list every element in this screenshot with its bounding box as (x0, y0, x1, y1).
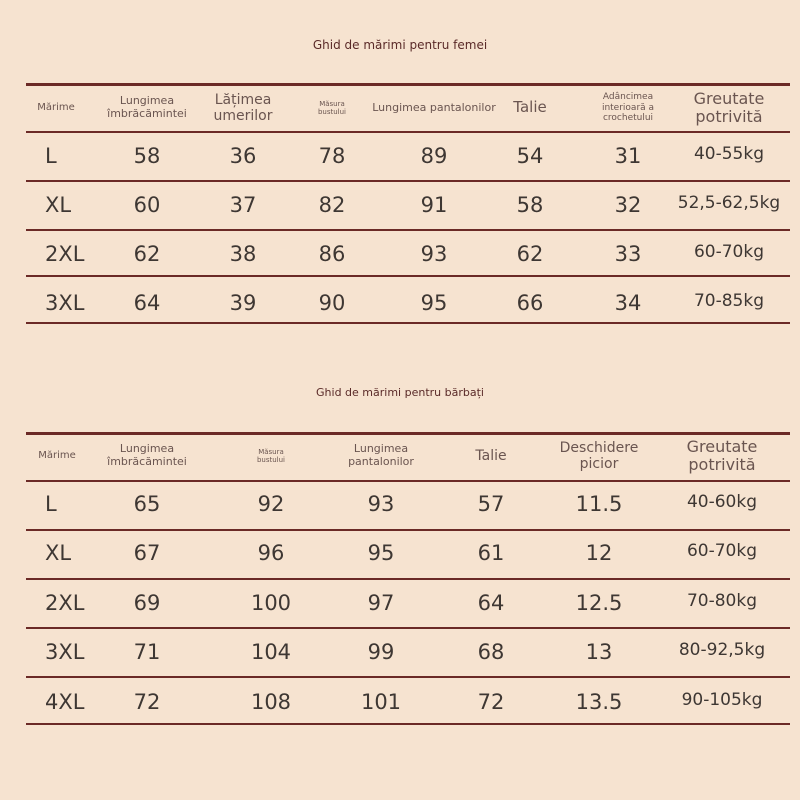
men-cell-r4-c5: 13.5 (575, 690, 623, 714)
women-header-1: Lungimea îmbrăcămintei (107, 94, 187, 120)
men-cell-r2-c0: 2XL (45, 591, 85, 615)
men-cell-r4-c1: 72 (133, 690, 161, 714)
women-cell-r3-c1: 64 (133, 291, 161, 315)
women-cell-r0-c3: 78 (318, 144, 346, 168)
women-cell-r2-c0: 2XL (45, 242, 85, 266)
men-header-1: Lungimea îmbrăcămintei (107, 442, 187, 468)
women-header-0: Mărime (37, 102, 75, 114)
women-cell-r3-c0: 3XL (45, 291, 85, 315)
women-cell-r3-c7: 70-85kg (693, 291, 765, 311)
men-header-6: Greutate potrivită (686, 436, 758, 474)
men-cell-r2-c6: 70-80kg (686, 591, 758, 611)
men-cell-r3-c2: 104 (250, 640, 292, 664)
men-header-4: Talie (475, 447, 507, 464)
women-cell-r2-c4: 93 (420, 242, 448, 266)
men-cell-r0-c6: 40-60kg (686, 492, 758, 512)
women-cell-r0-c5: 54 (516, 144, 544, 168)
men-header-2: Măsura bustului (256, 447, 286, 464)
men-cell-r3-c5: 13 (585, 640, 613, 664)
men-cell-r4-c6: 90-105kg (681, 690, 763, 710)
men-cell-r3-c4: 68 (477, 640, 505, 664)
women-table-top-rule (26, 83, 790, 86)
men-header-rule (26, 480, 790, 482)
men-cell-r4-c2: 108 (250, 690, 292, 714)
men-table-bottom-rule (26, 723, 790, 725)
women-header-rule (26, 131, 790, 133)
women-header-5: Talie (513, 98, 547, 117)
women-header-6: Adâncimea interioară a crochetului (601, 92, 655, 124)
women-cell-r3-c4: 95 (420, 291, 448, 315)
men-row-rule (26, 578, 790, 580)
men-cell-r3-c1: 71 (133, 640, 161, 664)
men-row-rule (26, 627, 790, 629)
men-cell-r4-c0: 4XL (45, 690, 85, 714)
men-cell-r2-c3: 97 (367, 591, 395, 615)
women-row-rule (26, 275, 790, 277)
women-cell-r0-c7: 40-55kg (693, 144, 765, 164)
women-cell-r0-c0: L (45, 144, 57, 168)
women-cell-r3-c6: 34 (614, 291, 642, 315)
women-cell-r3-c2: 39 (229, 291, 257, 315)
women-table-bottom-rule (26, 322, 790, 324)
women-cell-r1-c2: 37 (229, 193, 257, 217)
men-cell-r2-c2: 100 (250, 591, 292, 615)
women-cell-r2-c6: 33 (614, 242, 642, 266)
women-header-7: Greutate potrivită (693, 88, 765, 126)
women-cell-r0-c2: 36 (229, 144, 257, 168)
men-cell-r3-c3: 99 (367, 640, 395, 664)
women-cell-r1-c3: 82 (318, 193, 346, 217)
women-cell-r2-c7: 60-70kg (693, 242, 765, 262)
men-row-rule (26, 676, 790, 678)
men-cell-r1-c2: 96 (257, 541, 285, 565)
women-cell-r1-c0: XL (45, 193, 72, 217)
women-cell-r1-c6: 32 (614, 193, 642, 217)
men-header-5: Deschidere picior (559, 439, 639, 472)
women-cell-r2-c3: 86 (318, 242, 346, 266)
women-cell-r2-c1: 62 (133, 242, 161, 266)
men-row-rule (26, 529, 790, 531)
men-cell-r1-c4: 61 (477, 541, 505, 565)
women-cell-r3-c3: 90 (318, 291, 346, 315)
women-cell-r1-c4: 91 (420, 193, 448, 217)
women-header-3: Măsura bustului (317, 99, 347, 116)
women-cell-r1-c7: 52,5-62,5kg (677, 193, 781, 213)
men-cell-r0-c4: 57 (477, 492, 505, 516)
men-cell-r2-c4: 64 (477, 591, 505, 615)
men-guide-title: Ghid de mărimi pentru bărbați (316, 386, 484, 399)
men-cell-r1-c1: 67 (133, 541, 161, 565)
men-cell-r1-c5: 12 (585, 541, 613, 565)
men-header-3: Lungimea pantalonilor (348, 442, 414, 468)
men-cell-r0-c5: 11.5 (575, 492, 623, 516)
men-cell-r1-c0: XL (45, 541, 72, 565)
men-cell-r4-c3: 101 (360, 690, 402, 714)
women-cell-r1-c1: 60 (133, 193, 161, 217)
women-cell-r1-c5: 58 (516, 193, 544, 217)
women-cell-r0-c6: 31 (614, 144, 642, 168)
men-cell-r1-c6: 60-70kg (686, 541, 758, 561)
men-cell-r0-c1: 65 (133, 492, 161, 516)
men-cell-r3-c6: 80-92,5kg (678, 640, 766, 660)
men-cell-r0-c2: 92 (257, 492, 285, 516)
women-cell-r0-c1: 58 (133, 144, 161, 168)
men-cell-r0-c0: L (45, 492, 57, 516)
women-row-rule (26, 229, 790, 231)
women-cell-r2-c2: 38 (229, 242, 257, 266)
men-cell-r0-c3: 93 (367, 492, 395, 516)
women-cell-r0-c4: 89 (420, 144, 448, 168)
women-guide-title: Ghid de mărimi pentru femei (312, 38, 488, 52)
women-header-4: Lungimea pantalonilor (372, 100, 496, 114)
women-cell-r2-c5: 62 (516, 242, 544, 266)
men-cell-r4-c4: 72 (477, 690, 505, 714)
men-cell-r2-c5: 12.5 (575, 591, 623, 615)
men-cell-r2-c1: 69 (133, 591, 161, 615)
men-cell-r3-c0: 3XL (45, 640, 85, 664)
men-cell-r1-c3: 95 (367, 541, 395, 565)
women-header-2: Lățimea umerilor (213, 91, 273, 124)
women-cell-r3-c5: 66 (516, 291, 544, 315)
men-table-top-rule (26, 432, 790, 435)
women-row-rule (26, 180, 790, 182)
men-header-0: Mărime (38, 450, 76, 462)
